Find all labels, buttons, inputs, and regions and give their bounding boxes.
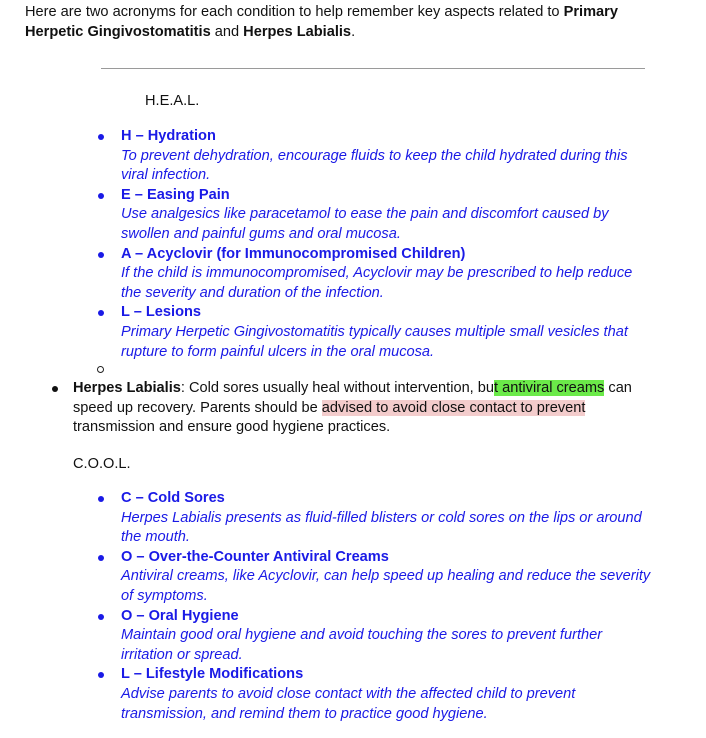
item-heading: E – Easing Pain bbox=[121, 186, 230, 203]
cool-title: C.O.O.L. bbox=[73, 456, 131, 472]
bullet-icon bbox=[98, 672, 104, 678]
item-description: Maintain good oral hygiene and avoid touching the sores to prevent further irritation or spread. bbox=[121, 627, 603, 663]
labialis-text: can speed up recovery. Parents should be bbox=[73, 380, 632, 416]
labialis-heading: Herpes Labialis bbox=[73, 380, 181, 396]
item-description: If the child is immunocompromised, Acyclovir may be prescribed to help reduce the severity and duration of the infection. bbox=[121, 265, 633, 301]
hollow-bullet-icon bbox=[97, 366, 104, 373]
highlight-green-text: antiviral creams bbox=[498, 380, 605, 396]
list-item bbox=[95, 548, 651, 607]
item-heading: O – Oral Hygiene bbox=[121, 607, 239, 624]
item-description: To prevent dehydration, encourage fluids to keep the child hydrated during this viral infection. bbox=[121, 147, 628, 184]
labialis-text: : Cold sores usually heal without intervention, bu bbox=[180, 380, 495, 396]
item-heading: L – Lifestyle Modifications bbox=[121, 666, 304, 683]
bullet-icon bbox=[98, 252, 104, 258]
labialis-text: transmission and ensure good hygiene practices. bbox=[73, 419, 391, 436]
list-item bbox=[95, 127, 651, 186]
intro-bold-condition-2: Herpes Labialis bbox=[243, 23, 352, 40]
intro-bold-condition-1: Primary Herpetic Gingivostomatitis bbox=[25, 4, 618, 40]
item-heading: L – Lesions bbox=[121, 304, 202, 321]
list-item bbox=[95, 186, 651, 245]
bullet-icon bbox=[52, 386, 58, 392]
herpes-labialis-paragraph bbox=[73, 379, 653, 438]
item-description: Herpes Labialis presents as fluid-filled blisters or cold sores on the lips or around the mouth. bbox=[121, 509, 642, 546]
list-item bbox=[95, 607, 651, 666]
list-item bbox=[95, 303, 651, 362]
item-description: Use analgesics like paracetamol to ease the pain and discomfort caused by swollen and painful gums and oral mucosa. bbox=[121, 206, 609, 242]
heal-title: H.E.A.L. bbox=[145, 93, 200, 109]
intro-text: Here are two acronyms for each condition to help remember key aspects related to bbox=[25, 4, 564, 20]
intro-and: and bbox=[210, 23, 244, 40]
item-heading: O – Over-the-Counter Antiviral Creams bbox=[121, 548, 389, 565]
item-description: Advise parents to avoid close contact with the affected child to prevent transmission, and remind them to practice good hygiene. bbox=[121, 685, 576, 722]
highlight-green-prefix: t bbox=[494, 380, 499, 396]
highlight-pink: advised to avoid close contact to prevent bbox=[321, 399, 586, 416]
highlight-green bbox=[494, 380, 604, 396]
bullet-icon bbox=[98, 310, 104, 316]
item-description: Primary Herpetic Gingivostomatitis typically causes multiple small vesicles that rupture to form painful ulcers in the oral mucosa. bbox=[121, 323, 628, 360]
bullet-icon bbox=[98, 193, 104, 199]
bullet-icon bbox=[98, 555, 104, 561]
cool-list bbox=[95, 489, 651, 724]
list-item bbox=[95, 489, 651, 548]
list-item bbox=[95, 665, 651, 724]
heal-list bbox=[95, 127, 651, 362]
bullet-icon bbox=[98, 496, 104, 502]
bullet-icon bbox=[98, 614, 104, 620]
intro-period: . bbox=[351, 23, 356, 40]
item-heading: H – Hydration bbox=[121, 128, 216, 144]
item-heading: C – Cold Sores bbox=[121, 490, 225, 506]
item-heading: A – Acyclovir (for Immunocompromised Children) bbox=[121, 245, 466, 262]
horizontal-rule bbox=[101, 68, 645, 69]
intro-paragraph bbox=[25, 3, 665, 42]
list-item bbox=[95, 245, 651, 304]
bullet-icon bbox=[98, 134, 104, 140]
item-description: Antiviral creams, like Acyclovir, can help speed up healing and reduce the severity of symptoms. bbox=[121, 568, 651, 604]
